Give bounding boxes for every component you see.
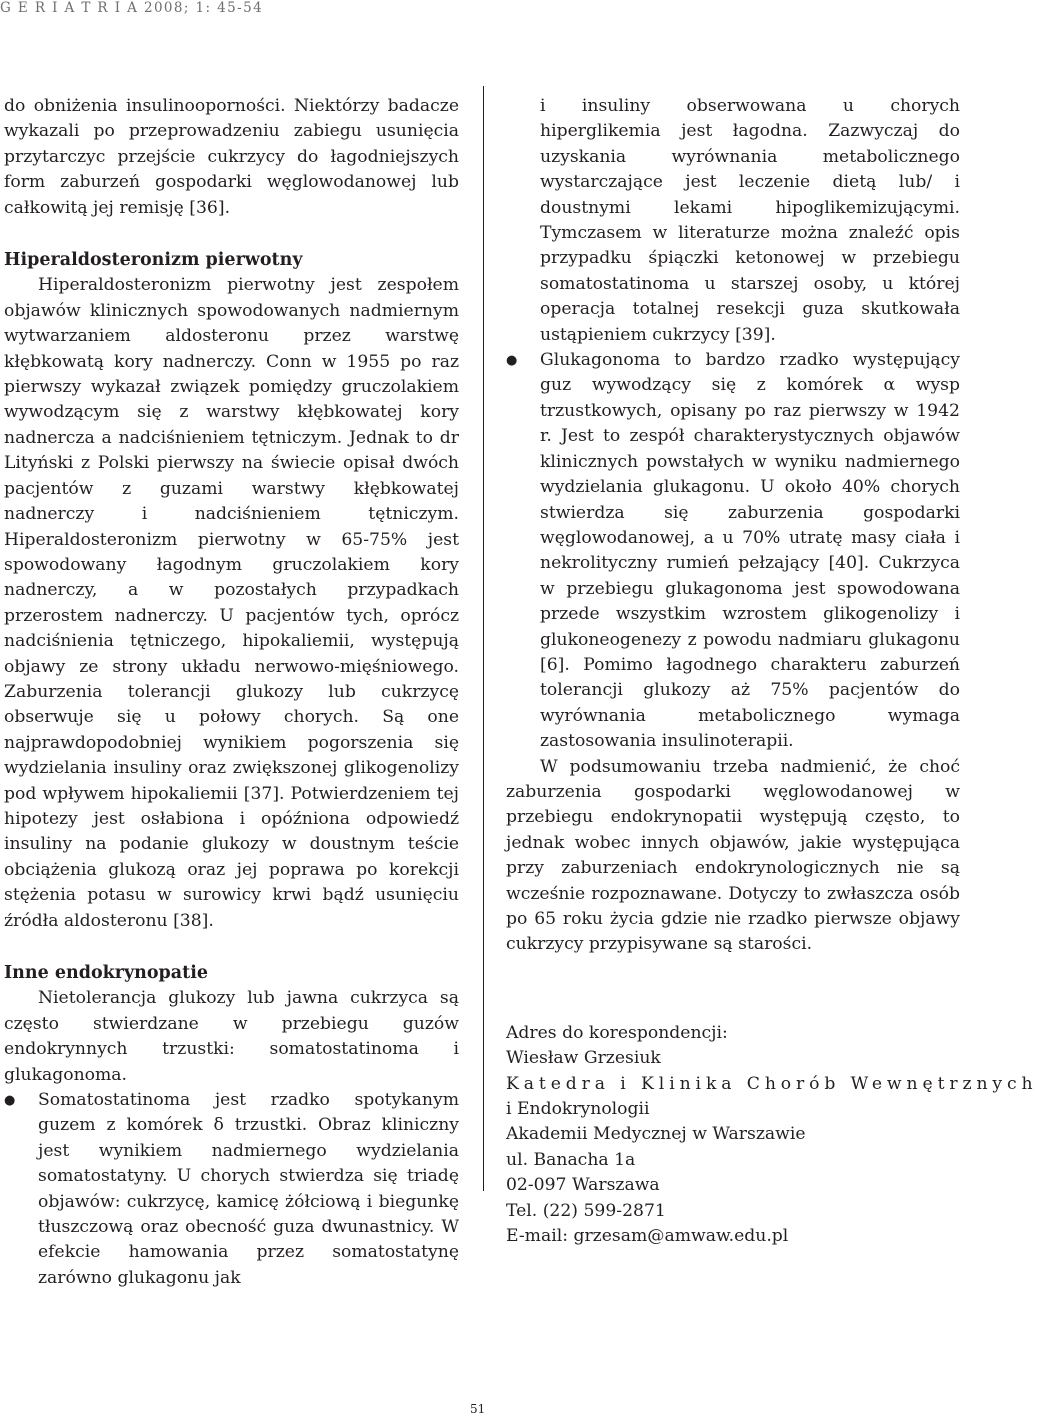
list-item-somatostatinoma bbox=[4, 1088, 459, 1291]
intro-paragraph: do obniżenia insulinooporności. Niektórzy badacze wykazali po przeprowadzeniu zabiegu usunięcia przytarczyc przejście cukrzycy do łagodniejszych form zaburzeń gospodarki węglowodanowej lub całkowitą jej remisję [36]. bbox=[4, 96, 459, 218]
address-phone: Tel. (22) 599-2871 bbox=[506, 1200, 666, 1221]
left-column bbox=[4, 94, 459, 1291]
conclusion-paragraph: W podsumowaniu trzeba nadmienić, że choć zaburzenia gospodarki węglowodanowej w przebiegu endokrynopatii występują często, to jednak wobec innych objawów, jakie występująca przy zaburzeniach endokrynologicznych nie są wcześnie rozpoznawane. Dotyczy to zwłaszcza osób po 65 roku życia gdzie nie rzadko pierwsze objawy cukrzycy przypisywane są starości. bbox=[506, 756, 960, 955]
address-department: Katedra i Klinika Chorób Wewnętrznych bbox=[506, 1073, 1038, 1094]
right-column bbox=[506, 94, 1038, 1249]
column-divider bbox=[483, 86, 484, 1191]
address-street: ul. Banacha 1a bbox=[506, 1149, 636, 1170]
address-department-2: i Endokrynologii bbox=[506, 1099, 650, 1120]
bullet-list-right bbox=[506, 94, 960, 755]
address-name: Wiesław Grzesiuk bbox=[506, 1048, 661, 1069]
inne-endokrynopatie-paragraph: Nietolerancja glukozy lub jawna cukrzyca są często stwierdzane w przebiegu guzów endokrynnych trzustki: somatostatinoma i glukagonoma. bbox=[4, 988, 459, 1085]
list-item-somatostatinoma-continued bbox=[506, 94, 960, 348]
section-heading-hiperaldosteronizm: Hiperaldosteronizm pierwotny bbox=[4, 250, 303, 271]
address-city: 02-097 Warszawa bbox=[506, 1175, 660, 1196]
page-number: 51 bbox=[470, 1402, 486, 1416]
glukagonoma-text: Glukagonoma to bardzo rzadko występujący guz wywodzący się z komórek α wysp trzustkowych, opisany po raz pierwszy w 1942 r. Jest to zespół charakterystycznych objawów klinicznych powstałych w wyniku nadmiernego wydzielania glukagonu. U około 40% chorych stwierdza się zaburzenia gospodarki węglowodanowej, a u 70% utratę masy ciała i nekrolityczny rumień pełzający [40]. Cukrzyca w przebiegu glukagonoma jest spowodowana przede wszystkim wzrostem glikogenolizy i glukoneogenezy z powodu nadmiaru glukagonu [6]. Pomimo łagodnego charakteru zaburzeń tolerancji glukozy aż 75% pacjentów do wyrównania metabolicznego wymaga zastosowania insulinoterapii. bbox=[540, 350, 960, 752]
address-label: Adres do korespondencji: bbox=[506, 1022, 728, 1043]
address-institution: Akademii Medycznej w Warszawie bbox=[506, 1124, 806, 1145]
bullet-dot-icon: ● bbox=[506, 353, 518, 369]
correspondence-address bbox=[506, 1021, 1038, 1250]
list-item-glukagonoma bbox=[506, 348, 960, 755]
hiperaldosteronizm-paragraph: Hiperaldosteronizm pierwotny jest zespołem objawów klinicznych spowodowanych nadmiernym wytwarzaniem aldosteronu przez warstwę kłębkowatą kory nadnerczy. Conn w 1955 po raz pierwszy wykazał związek pomiędzy gruczolakiem wywodzącym się z warstwy kłębkowatej kory nadnercza a nadciśnieniem tętniczym. Jednak to dr Lityński z Polski pierwszy na świecie opisał dwóch pacjentów z guzami warstwy kłębkowatej nadnerczy i nadciśnieniem tętniczym. Hiperaldosteronizm pierwotny w 65-75% jest spowodowany łagodnym gruczolakiem kory nadnerczy, a w pozostałych przypadkach przerostem nadnerczy. U pacjentów tych, oprócz nadciśnienia tętniczego, hipokaliemii, występują objawy ze strony układu nerwowo-mięśniowego. Zaburzenia tolerancji glukozy lub cukrzycę obserwuje się u połowy chorych. Są one najprawdopodobniej wynikiem pogorszenia się wydzielania insuliny oraz zwiększonej glikogenolizy pod wpływem hipokaliemii [37]. Potwierdzeniem tej hipotezy jest osłabiona i opóźniona odpowiedź insuliny na podanie glukozy w doustnym teście obciążenia glukozą oraz jej poprawa po korekcji stężenia potasu w surowicy krwi bądź usunięciu źródła aldosteronu [38]. bbox=[4, 275, 459, 931]
bullet-list-left bbox=[4, 1088, 459, 1291]
address-email: E-mail: grzesam@amwaw.edu.pl bbox=[506, 1226, 789, 1247]
section-heading-inne-endokrynopatie: Inne endokrynopatie bbox=[4, 963, 208, 983]
somatostatinoma-continued-text: i insuliny obserwowana u chorych hiperglikemia jest łagodna. Zazwyczaj do uzyskania wyrównania metabolicznego wystarczające jest leczenie dietą lub/ i doustnymi lekami hipoglikemizującymi. Tymczasem w literaturze można znaleźć opis przypadku śpiączki ketonowej w przebiegu somatostatinoma u starszej osoby, u której operacja totalnej resekcji guza skutkowała ustąpieniem cukrzycy [39]. bbox=[540, 96, 960, 345]
bullet-dot-icon: ● bbox=[4, 1093, 16, 1109]
somatostatinoma-text: Somatostatinoma jest rzadko spotykanym guzem z komórek δ trzustki. Obraz kliniczny jest wynikiem nadmiernego wydzielania somatostatyny. U chorych stwierdza się triadę objawów: cukrzycę, kamicę żółciową i biegunkę tłuszczową oraz obecność guza dwunastnicy. W efekcie hamowania przez somatostatynę zarówno glukagonu jak bbox=[38, 1090, 459, 1288]
journal-header: G E R I A T R I A 2008; 1: 45-54 bbox=[0, 0, 264, 16]
